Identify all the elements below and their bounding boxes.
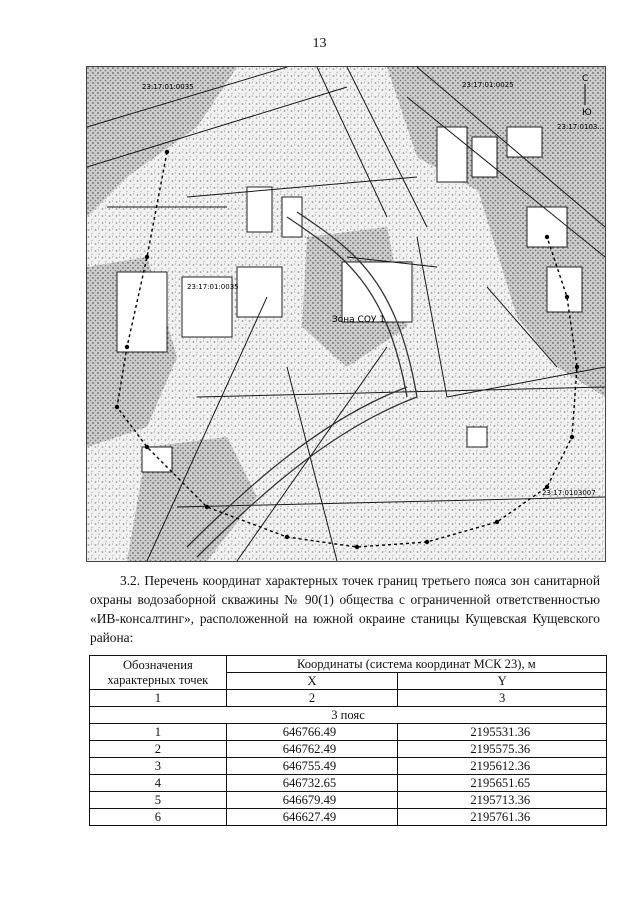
table-header-row xyxy=(90,656,607,673)
page-number: 13 xyxy=(312,36,327,51)
y-coordinate: 2195761.36 xyxy=(398,809,607,826)
x-coordinate: 646766.49 xyxy=(226,724,398,741)
map-label-zone: Зона СОУ 1 xyxy=(332,315,385,325)
x-coordinate: 646627.49 xyxy=(226,809,398,826)
point-number: 1 xyxy=(90,724,227,741)
header-points: Обозначения характерных точек xyxy=(90,656,227,690)
y-coordinate: 2195651.65 xyxy=(398,775,607,792)
table-row xyxy=(90,775,607,792)
section-label: 3 пояс xyxy=(90,707,607,724)
point-number: 5 xyxy=(90,792,227,809)
x-coordinate: 646755.49 xyxy=(226,758,398,775)
x-coordinate: 646732.65 xyxy=(226,775,398,792)
header-y: Y xyxy=(398,673,607,690)
y-coordinate: 2195531.36 xyxy=(398,724,607,741)
header-coordinates: Координаты (система координат МСК 23), м xyxy=(226,656,606,673)
map-label-cadastral-right: 23:17:0103... xyxy=(557,123,605,131)
point-number: 4 xyxy=(90,775,227,792)
point-number: 6 xyxy=(90,809,227,826)
table-index-row xyxy=(90,690,607,707)
map-label-cadastral-top-right: 23:17:01:0025 xyxy=(462,81,514,89)
table-row xyxy=(90,724,607,741)
point-number: 3 xyxy=(90,758,227,775)
x-coordinate: 646679.49 xyxy=(226,792,398,809)
map-label-cadastral-bottom-right: 23:17:0103007 xyxy=(542,489,596,497)
table-row xyxy=(90,741,607,758)
table-row xyxy=(90,809,607,826)
x-coordinate: 646762.49 xyxy=(226,741,398,758)
index-cell: 1 xyxy=(90,690,227,707)
coordinates-table xyxy=(89,655,607,826)
map-label-cadastral-top: 23:17:01:0035 xyxy=(142,83,194,91)
section-paragraph: 3.2. Перечень координат характерных точек границ третьего пояса зон санитарной охраны водозаборной скважины № 90(1) общества с ограниченной ответственностью «ИВ-консалтинг», расположенной на южной окраине станицы Кущевская Кущевского района: xyxy=(90,573,600,645)
y-coordinate: 2195612.36 xyxy=(398,758,607,775)
map-label-cadastral-center: 23:17:01:0035 xyxy=(187,283,239,291)
header-x: X xyxy=(226,673,398,690)
table-section-row xyxy=(90,707,607,724)
y-coordinate: 2195575.36 xyxy=(398,741,607,758)
index-cell: 3 xyxy=(398,690,607,707)
svg-text:Ю: Ю xyxy=(582,108,592,118)
cadastral-map xyxy=(86,66,606,562)
point-number: 2 xyxy=(90,741,227,758)
y-coordinate: 2195713.36 xyxy=(398,792,607,809)
svg-text:С: С xyxy=(582,74,589,84)
index-cell: 2 xyxy=(226,690,398,707)
table-row xyxy=(90,758,607,775)
table-row xyxy=(90,792,607,809)
